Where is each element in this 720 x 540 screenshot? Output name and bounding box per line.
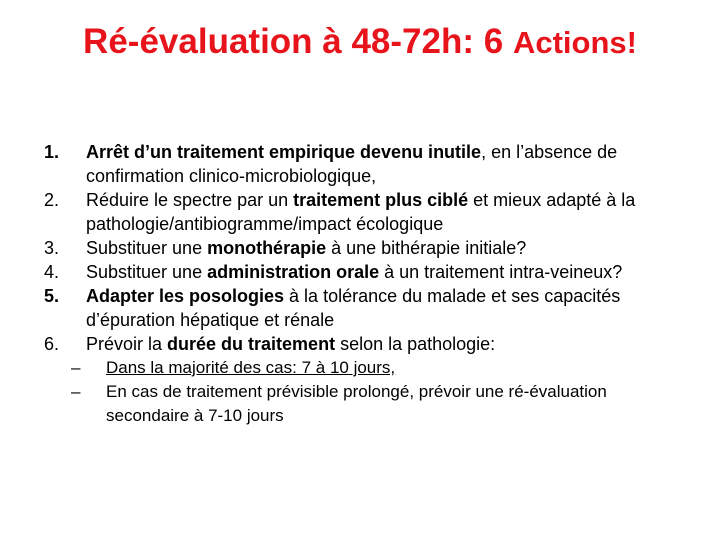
sub-item-2 (0, 380, 720, 428)
item-text-pre: Substituer une (86, 262, 208, 282)
item-number: 2. (44, 190, 60, 210)
item-text-pre: Substituer une (86, 238, 208, 258)
sub-item-1 (0, 356, 720, 380)
sub-item-text: Dans la majorité des cas: 7 à 10 jours, (106, 358, 396, 377)
list-item-4 (0, 260, 720, 284)
sub-item-text: En cas de traitement prévisible prolongé, prévoir une ré-évaluation secondaire à 7-10 jours (106, 382, 607, 425)
list-item-5 (0, 284, 720, 332)
item-text-pre: Réduire le spectre par un (86, 190, 294, 210)
item-text: à la tolérance du malade et ses capacités d’épuration hépatique et rénale (86, 286, 621, 330)
title-part2: Actions! (512, 25, 637, 60)
item-number: 6. (44, 334, 60, 354)
item-strong: Arrêt d’un traitement empirique devenu inutile (86, 142, 482, 162)
item-strong: administration orale (207, 262, 380, 282)
title-part1: Ré-évaluation à 48-72h: 6 (83, 22, 513, 61)
item-number: 4. (44, 262, 60, 282)
list-item-1 (0, 140, 720, 188)
slide-title (0, 22, 720, 62)
item-strong: Adapter les posologies (86, 286, 285, 306)
dash-bullet: – (71, 358, 81, 377)
item-text: , en l’absence de confirmation clinico-microbiologique, (86, 142, 618, 186)
item-number: 1. (44, 142, 60, 162)
item-number: 3. (44, 238, 60, 258)
list-item-3 (0, 236, 720, 260)
item-strong: durée du traitement (167, 334, 336, 354)
actions-list (0, 140, 720, 428)
item-text: à une bithérapie initiale? (326, 238, 527, 258)
list-item-2 (0, 188, 720, 236)
dash-bullet: – (71, 382, 81, 401)
item-number: 5. (44, 286, 60, 306)
item-strong: traitement plus ciblé (293, 190, 469, 210)
item-strong: monothérapie (207, 238, 327, 258)
item-text: à un traitement intra-veineux? (379, 262, 623, 282)
list-item-6 (0, 332, 720, 356)
item-text: et mieux adapté à la pathologie/antibiogramme/impact écologique (86, 190, 636, 234)
item-text-pre: Prévoir la (86, 334, 168, 354)
item-text: selon la pathologie: (335, 334, 496, 354)
